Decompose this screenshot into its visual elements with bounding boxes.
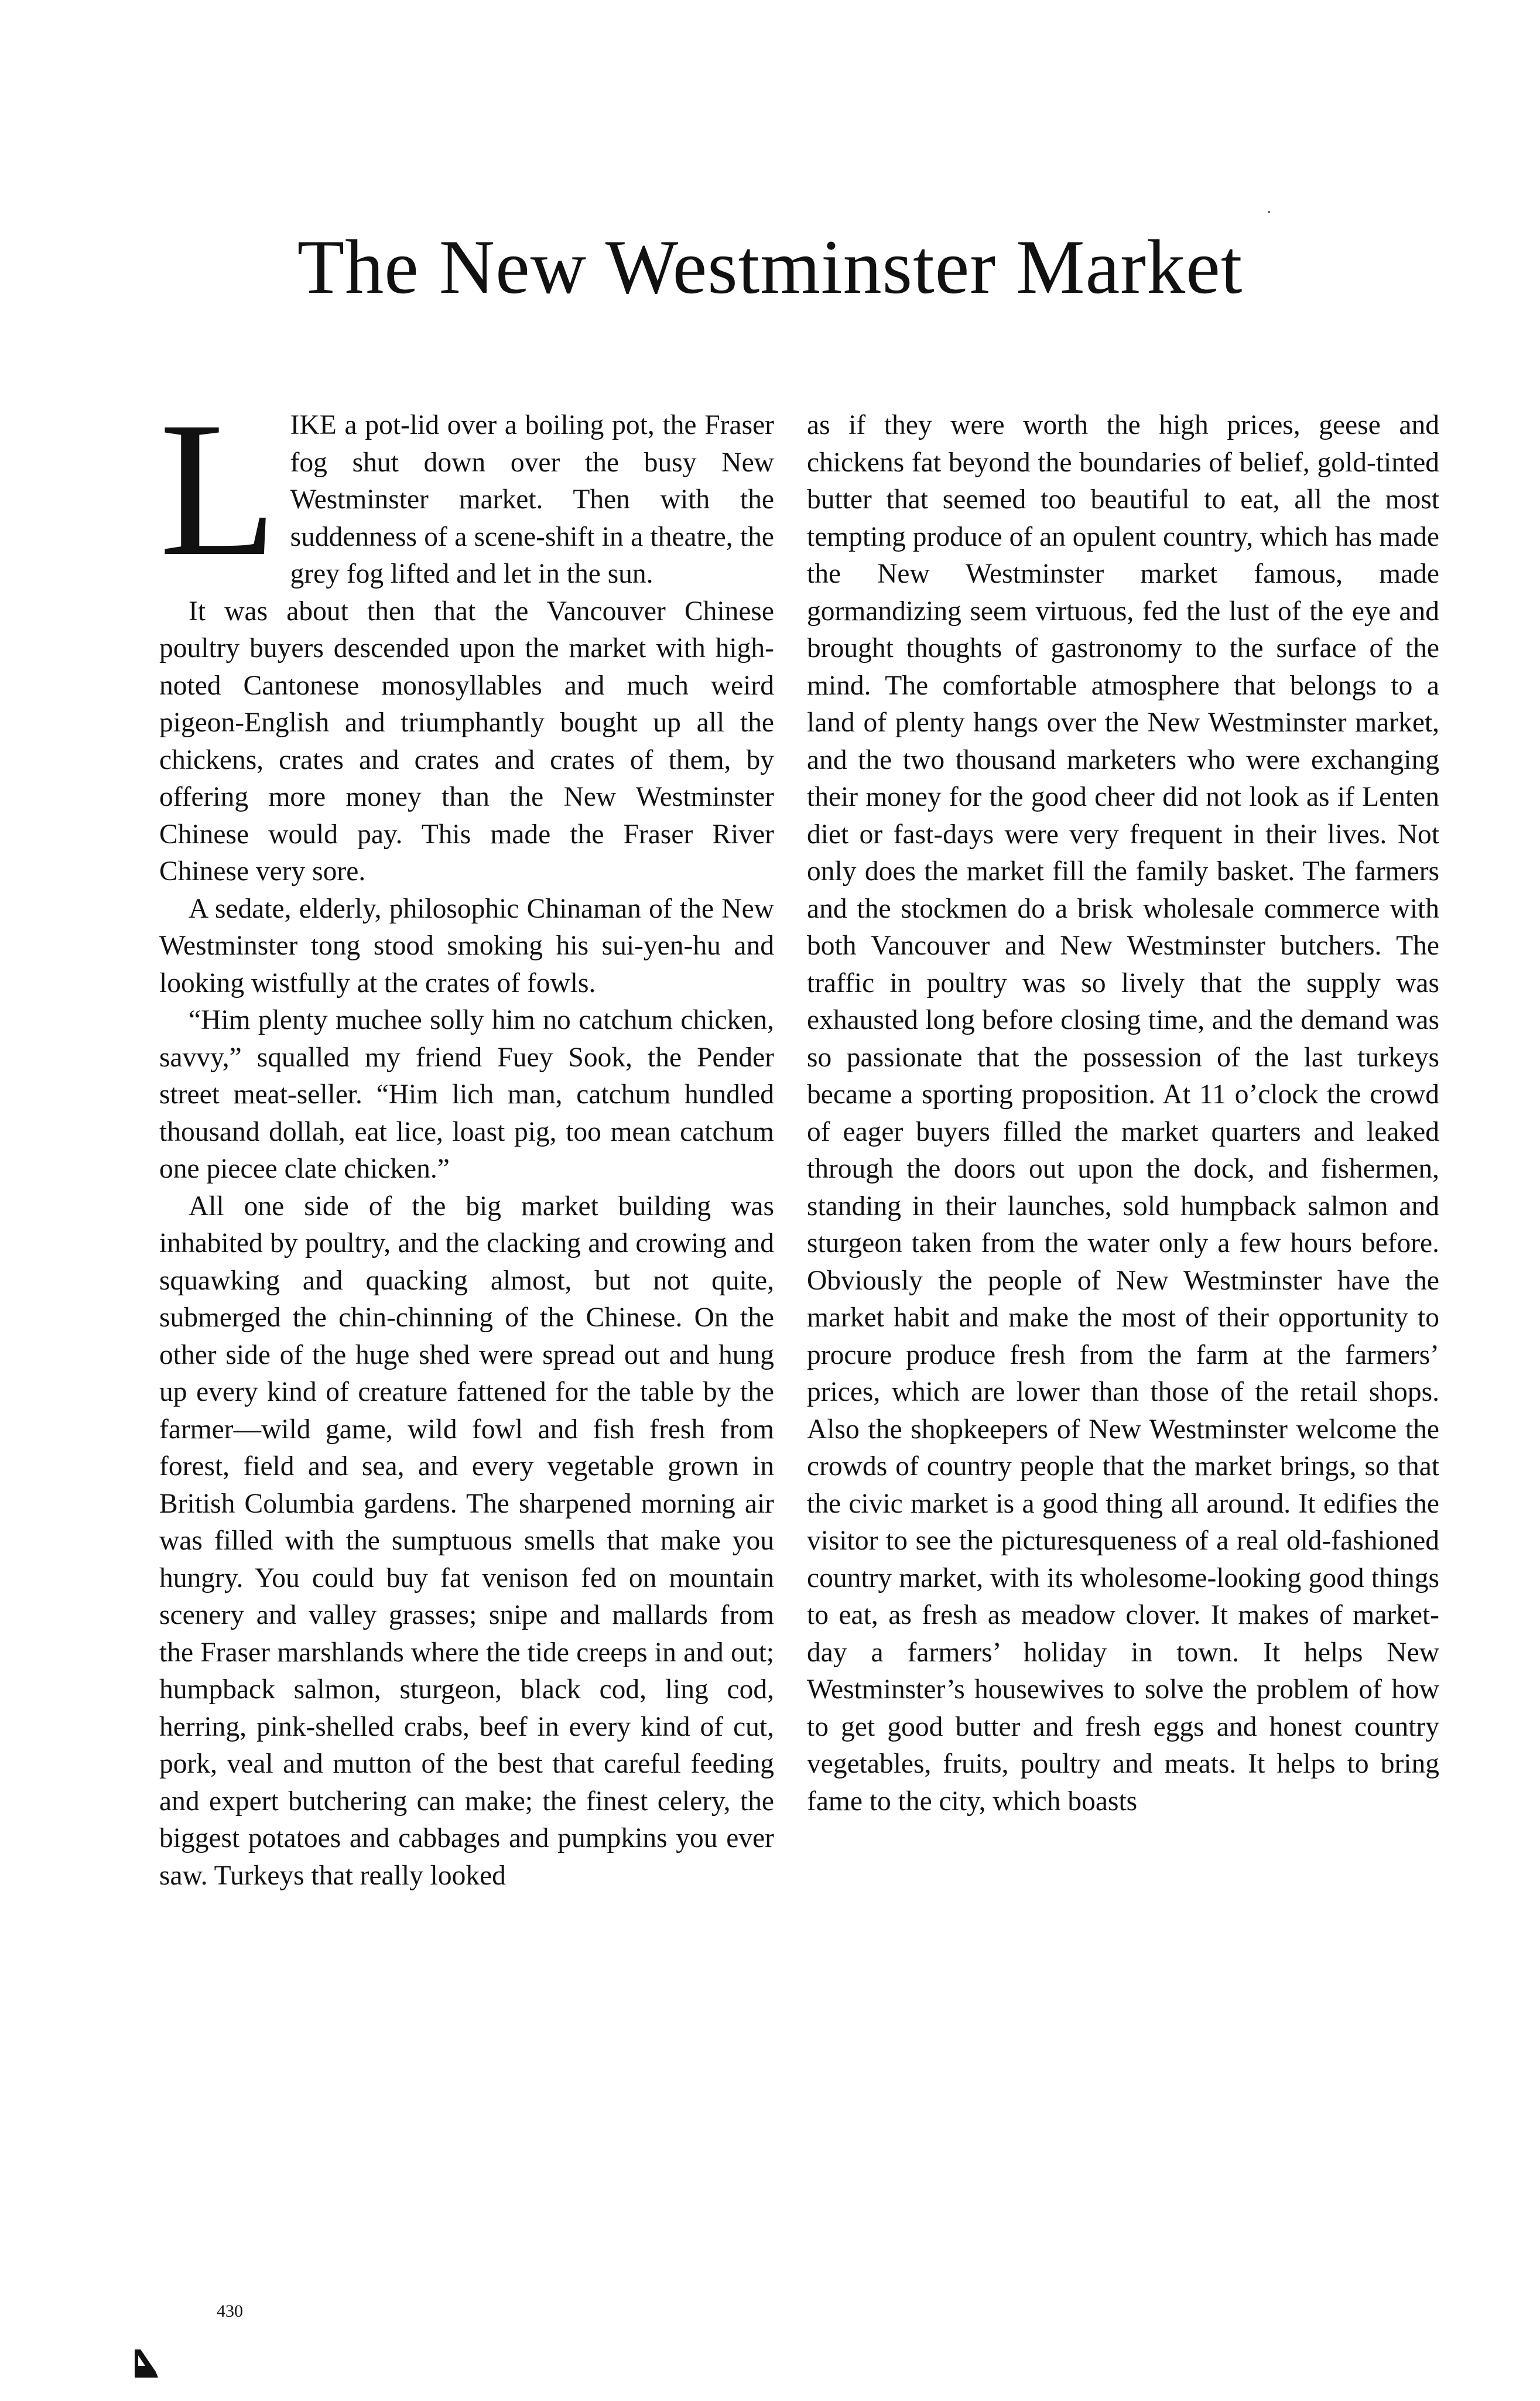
continued-paragraph: as if they were worth the high prices, geese and chickens fat beyond the boundaries of belief, gold-tinted butter that seemed too beautiful to eat, all the most tempting produce of an opulent country, which has made the New Westminster market famous, made gormandizing seem virtuous, fed the lust of the eye and brought thoughts of gastronomy to the surface of the mind. The comfortable atmosphere that belongs to a land of plenty hangs over the New Westminster market, and the two thousand marketers who were exchanging their money for the good cheer did not look as if Lenten diet or fast-days were very frequent in their lives. Not only does the market fill the family basket. The farmers and the stockmen do a brisk wholesale commerce with both Vancouver and New Westminster butchers. The traffic in poultry was so lively that the supply was exhausted long before closing time, and the demand was so passionate that the possession of the last turkeys became a sporting proposition. At 11 o’clock the crowd of eager buyers filled the market quarters and leaked through the doors out upon the dock, and fishermen, standing in their launches, sold humpback salmon and sturgeon taken from the water only a few hours before. Obviously the people of New Westminster have the market habit and make the most of their opportunity to procure produce fresh from the farm at the farmers’ prices, which are lower than those of the retail shops. Also the shopkeepers of New Westminster welcome the crowds of country people that the market brings, so that the civic market is a good thing all around. It edifies the visitor to see the picturesqueness of a real old-fashioned country market, with its wholesome-looking good things to eat, as fresh as meadow clover. It makes of market-day a farmers’ holiday in town. It helps New Westminster’s housewives to solve the problem of how to get good butter and fresh eggs and honest country vegetables, fruits, poultry and meats. It helps to bring fame to the city, which boasts: [807, 410, 1439, 1817]
right-column: [807, 407, 1439, 1820]
corner-mark-icon: [132, 2348, 158, 2379]
print-speck: [1268, 211, 1270, 213]
page-number: 430: [217, 2301, 243, 2321]
paragraph: A sedate, elderly, philosophic Chinaman of the New Westminster tong stood smoking his sui-yen-hu and looking wistfully at the crates of fowls.: [159, 893, 774, 998]
left-column: [159, 382, 774, 1894]
drop-cap: L: [159, 382, 278, 596]
opening-paragraph: [159, 382, 774, 596]
article-title: The New Westminster Market: [297, 224, 1243, 310]
paragraph: All one side of the big market building was inhabited by poultry, and the clacking and crowing and squawking and quacking almost, but not quite, submerged the chin-chinning of the Chinese. On the other side of the huge shed were spread out and hung up every kind of creature fattened for the table by the farmer—wild game, wild fowl and fish fresh from forest, field and sea, and every vegetable grown in British Columbia gardens. The sharpened morning air was filled with the sumptuous smells that make you hungry. You could buy fat venison fed on mountain scenery and valley grasses; snipe and mallards from the Fraser marshlands where the tide creeps in and out; humpback salmon, sturgeon, black cod, ling cod, herring, pink-shelled crabs, beef in every kind of cut, pork, veal and mutton of the best that careful feeding and expert butchering can make; the finest celery, the biggest potatoes and cabbages and pumpkins you ever saw. Turkeys that really looked: [159, 1191, 774, 1891]
paragraph: “Him plenty muchee solly him no catchum chicken, savvy,” squalled my friend Fuey Sook, the Pender street meat-seller. “Him lich man, catchum hundled thousand dollah, eat lice, loast pig, too mean catchum one piecee clate chicken.”: [159, 1005, 774, 1184]
paragraph: It was about then that the Vancouver Chinese poultry buyers descended upon the market with high-noted Cantonese monosyllables and much weird pigeon-English and triumphantly bought up all the chickens, crates and crates and crates of them, by offering more money than the New Westminster Chinese would pay. This made the Fraser River Chinese very sore.: [159, 596, 774, 887]
paragraph-text: IKE a pot-lid over a boiling pot, the Fraser fog shut down over the busy New Westminster market. Then with the suddenness of a scene-shift in a theatre, the grey fog lifted and let in the sun.: [290, 410, 774, 589]
